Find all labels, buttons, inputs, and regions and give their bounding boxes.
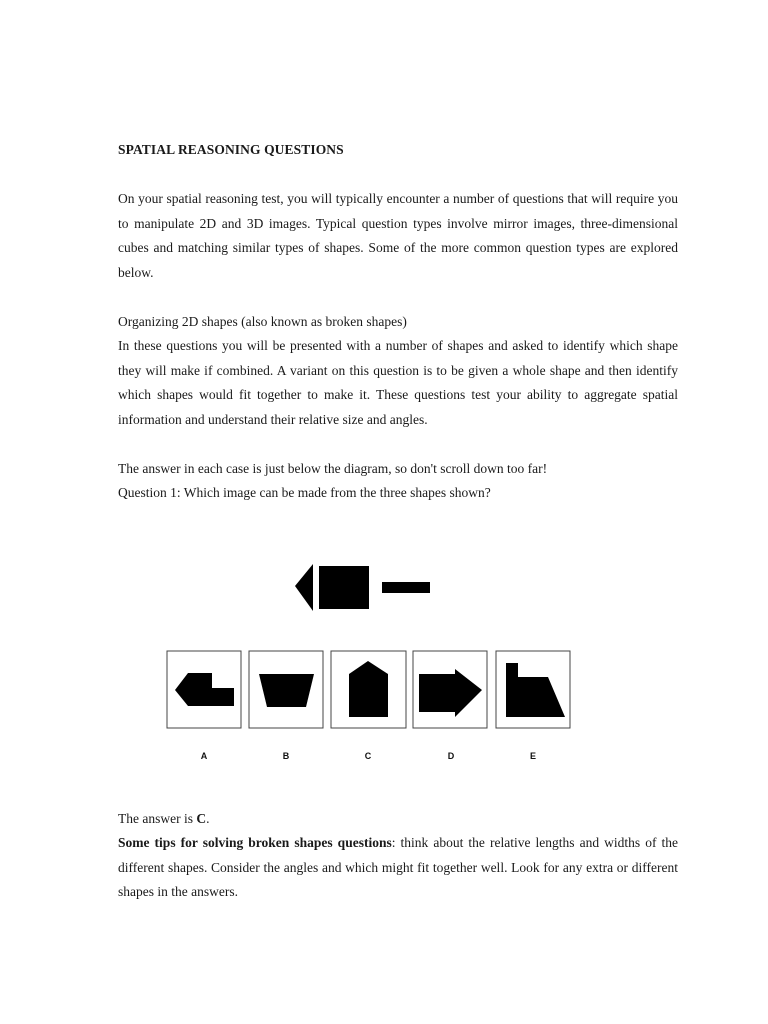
option-c-shape bbox=[349, 661, 388, 717]
section-title: Organizing 2D shapes (also known as broken shapes) bbox=[118, 314, 407, 329]
answer-suffix: . bbox=[206, 811, 210, 826]
option-c[interactable] bbox=[331, 651, 406, 728]
page-heading: SPATIAL REASONING QUESTIONS bbox=[118, 142, 344, 157]
option-label-c: C bbox=[364, 751, 372, 761]
option-a-shape bbox=[175, 673, 234, 706]
bar-shape bbox=[382, 582, 430, 593]
square-shape bbox=[319, 566, 369, 609]
arrow-head-shape bbox=[295, 564, 313, 611]
option-label-a: A bbox=[200, 751, 208, 761]
question-text: Question 1: Which image can be made from the three shapes shown? bbox=[118, 485, 491, 500]
intro-paragraph: On your spatial reasoning test, you will typically encounter a number of questions that will require you to manipulate 2D and 3D images. Typical question types involve mirror images, three-dimensional cubes and matching similar types of shapes. Some of the more common question types are explored below. bbox=[118, 191, 678, 280]
option-label-e: E bbox=[529, 751, 536, 761]
section-body: In these questions you will be presented with a number of shapes and asked to identify which shape they will make if combined. A variant on this question is to be given a whole shape and then identify which shapes would fit together to make it. These questions test your ability to aggregate spatial information and understand their relative size and angles. bbox=[118, 338, 678, 427]
answer-value: C bbox=[196, 811, 207, 826]
option-d[interactable] bbox=[413, 651, 487, 728]
tips-text: : think about the relative lengths and widths of the different shapes. Consider the angles and which might fit together well. Look for any extra or different shapes in the answers. bbox=[118, 835, 679, 899]
option-label-b: B bbox=[282, 751, 290, 761]
answer-line bbox=[118, 807, 678, 832]
option-a[interactable] bbox=[167, 651, 241, 728]
answer-note: The answer in each case is just below the diagram, so don't scroll down too far! bbox=[118, 461, 548, 476]
option-e[interactable] bbox=[496, 651, 570, 728]
option-e-shape bbox=[506, 663, 565, 717]
answer-prefix: The answer is bbox=[118, 811, 197, 826]
option-label-d: D bbox=[447, 751, 455, 761]
source-shapes bbox=[295, 564, 430, 611]
option-b[interactable] bbox=[249, 651, 323, 728]
option-b-shape bbox=[259, 674, 314, 707]
tips-label: Some tips for solving broken shapes questions bbox=[118, 835, 392, 850]
option-d-shape bbox=[419, 669, 482, 717]
tips-paragraph bbox=[118, 831, 678, 905]
